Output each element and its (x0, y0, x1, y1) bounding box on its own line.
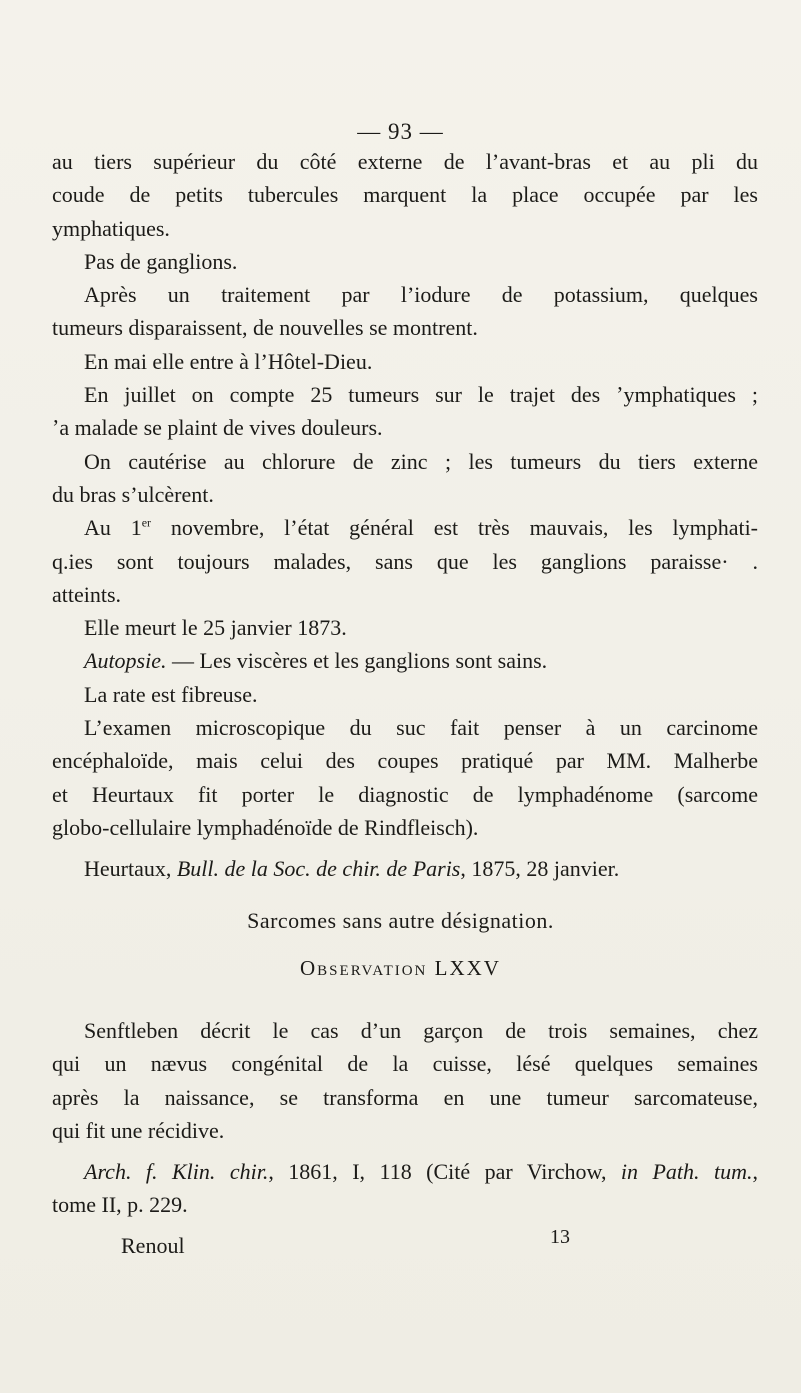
text-span: novembre, l’état général est très mauvais, les lymphati- (151, 515, 759, 541)
text-line: atteints. (52, 581, 122, 607)
text-line: globo-cellulaire lymphadénoïde de Rindfleisch). (52, 814, 479, 840)
text-span: , 1875, 28 janvier. (460, 856, 620, 882)
journal-title: Arch. f. Klin. chir. (84, 1159, 269, 1185)
section-title: Sarcomes sans autre désignation. (247, 908, 554, 933)
text-line: qui un nævus congénital de la cuisse, lésé quelques semaines (52, 1051, 758, 1077)
text-line (52, 644, 758, 677)
text-line: Elle meurt le 25 janvier 1873. (84, 615, 347, 641)
text-line: qui fit une récidive. (52, 1117, 225, 1143)
text-line: q.ies sont toujours malades, sans que les ganglions paraisse· . (52, 548, 758, 574)
text-line: Après un traitement par l’iodure de potassium, quelques (84, 282, 758, 308)
journal-title: Bull. de la Soc. de chir. de Paris (176, 856, 461, 882)
reference-line: tome II, p. 229. (52, 1192, 188, 1218)
text-line: au tiers supérieur du côté externe de l’avant-bras et au pli du (52, 149, 758, 174)
observation-heading: Observation LXXV (300, 956, 501, 980)
text-line: L’examen microscopique du suc fait penser à un carcinome (84, 715, 758, 741)
text-line: Pas de ganglions. (84, 248, 238, 274)
text-line: En juillet on compte 25 tumeurs sur le trajet des ʼymphatiques ; (84, 382, 758, 408)
text-line: ymphatiques. (52, 215, 170, 241)
page-number: — 93 — (357, 119, 444, 144)
text-line: après la naissance, se transforma en une tumeur sarcomateuse, (52, 1084, 758, 1110)
text-line: ʼa malade se plaint de vives douleurs. (52, 415, 383, 441)
text-span: — Les viscères et les ganglions sont sains. (166, 648, 548, 674)
signature-number: 13 (550, 1226, 570, 1248)
italic-term: Autopsie. (84, 648, 167, 674)
text-span: Au 1 (84, 515, 142, 541)
text-line: du bras s’ulcèrent. (52, 481, 214, 507)
text-line: tumeurs disparaissent, de nouvelles se montrent. (52, 315, 478, 341)
text-span: , (752, 1159, 758, 1185)
text-span: Heurtaux, (84, 856, 177, 882)
footer-author: Renoul (121, 1233, 185, 1258)
text-line: En mai elle entre à l’Hôtel-Dieu. (84, 348, 373, 374)
text-line: On cautérise au chlorure de zinc ; les tumeurs du tiers externe (84, 448, 758, 474)
text-span: , 1861, I, 118 (Cité par Virchow, (268, 1159, 621, 1185)
text-line: Senftleben décrit le cas d’un garçon de trois semaines, chez (84, 1018, 758, 1043)
reference-line (52, 852, 758, 885)
book-title: in Path. tum. (620, 1159, 753, 1185)
text-line: coude de petits tubercules marquent la place occupée par les (52, 182, 758, 208)
observation-text (52, 1014, 758, 1222)
reference-line (52, 1155, 758, 1188)
superscript: er (141, 515, 152, 530)
main-text (52, 145, 758, 886)
text-line: et Heurtaux fit porter le diagnostic de lymphadénome (sarcome (52, 781, 758, 807)
text-line: encéphaloïde, mais celui des coupes pratiqué par MM. Malherbe (52, 748, 758, 774)
text-line (52, 511, 758, 544)
text-line: La rate est fibreuse. (84, 681, 258, 707)
